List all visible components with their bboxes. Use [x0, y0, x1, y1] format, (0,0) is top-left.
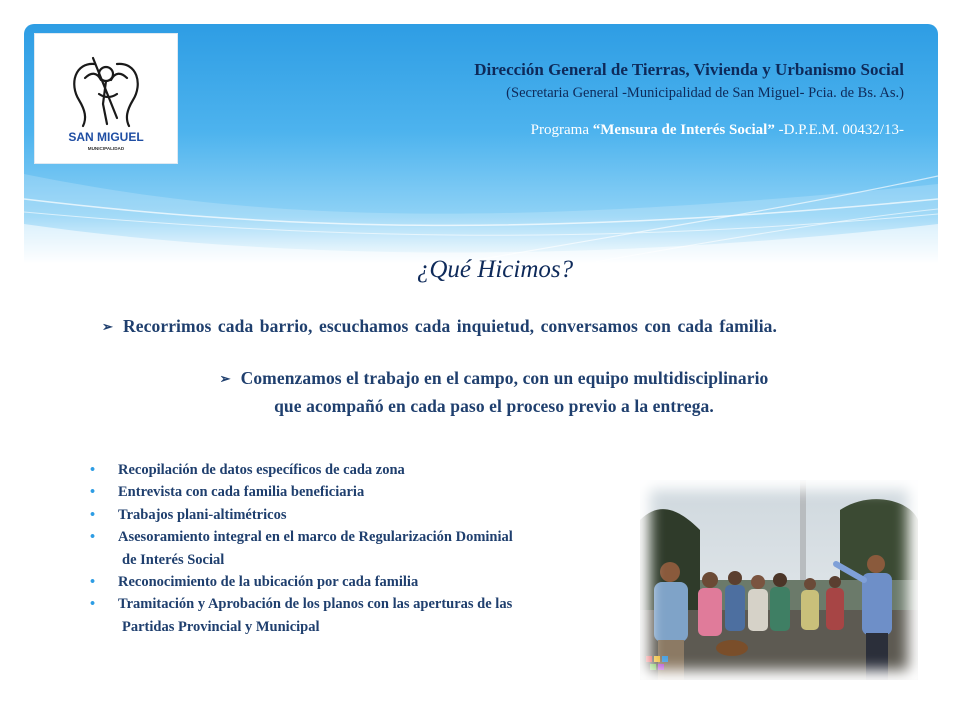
list-item: [90, 459, 513, 481]
angel-emblem-icon: [35, 34, 177, 163]
list-item-text: Entrevista con cada familia beneficiaria: [118, 484, 365, 501]
program-name: “Mensura de Interés Social”: [592, 122, 775, 138]
bullet-dot-icon: •: [90, 529, 96, 546]
list-item: [90, 526, 513, 571]
list-item: [90, 571, 513, 593]
task-list: [90, 459, 513, 638]
bullet-dot-icon: •: [90, 574, 96, 591]
list-item-text: Tramitación y Aprobación de los planos con las aperturas de las: [118, 596, 513, 613]
section-heading: ¿Qué Hicimos?: [416, 256, 574, 283]
municipal-logo: [34, 33, 178, 164]
program-code: -D.P.E.M. 00432/13-: [774, 122, 904, 138]
list-item: [90, 481, 513, 503]
list-item-continuation: Partidas Provincial y Municipal: [122, 618, 320, 635]
logo-subname: MUNICIPALIDAD: [87, 146, 125, 151]
list-item: [90, 593, 513, 638]
main-bullet-1: [102, 313, 902, 341]
list-item-text: Trabajos plani-altimétricos: [118, 506, 287, 523]
list-item-text: Reconocimiento de la ubicación por cada familia: [118, 574, 419, 591]
bullet-dot-icon: •: [90, 462, 96, 478]
header-subtitle: (Secretaria General -Municipalidad de San Miguel- Pcia. de Bs. As.): [506, 85, 904, 101]
main-bullet-2: [214, 365, 774, 419]
main-bullet-text: Recorrimos cada barrio, escuchamos cada inquietud, conversamos con cada familia.: [123, 316, 778, 336]
bullet-dot-icon: •: [90, 596, 96, 613]
header-text: [344, 58, 904, 140]
program-prefix: Programa: [530, 122, 593, 138]
list-item-continuation: de Interés Social: [122, 551, 225, 568]
photo-illustration: [640, 480, 918, 680]
program-line: [344, 120, 904, 140]
community-meeting-photo: [640, 480, 918, 680]
list-item: [90, 504, 513, 526]
arrow-bullet-icon: ➢: [219, 371, 231, 386]
list-item-text: Asesoramiento integral en el marco de Regularización Dominial: [118, 529, 513, 546]
logo-name: SAN MIGUEL: [68, 130, 144, 144]
bullet-dot-icon: •: [90, 484, 96, 501]
bullet-dot-icon: •: [90, 506, 96, 523]
list-item-text: Recopilación de datos específicos de cada zona: [118, 462, 405, 478]
main-bullet-text: Comenzamos el trabajo en el campo, con un equipo multidisciplinario que acompañó en cada paso el proceso previo a la entrega.: [240, 368, 769, 416]
arrow-bullet-icon: ➢: [102, 319, 113, 334]
header-title: Dirección General de Tierras, Vivienda y Urbanismo Social: [474, 60, 904, 79]
